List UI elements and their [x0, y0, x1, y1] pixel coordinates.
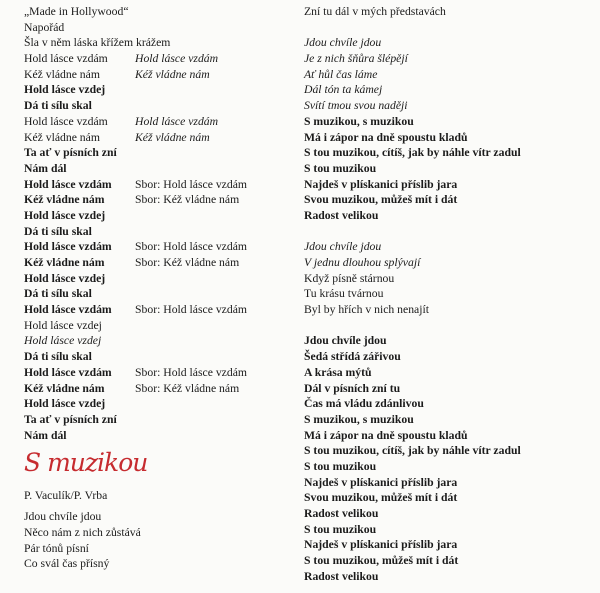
lyric-text: Jdou chvíle jdou [304, 240, 382, 254]
lyric-line [304, 490, 596, 506]
lyric-text: Ta ať v písních zní [24, 146, 117, 160]
chorus-text: Sbor: Kéž vládne nám [135, 381, 240, 395]
lyric-line [24, 51, 300, 67]
lyric-text: Hold lásce vzdám [24, 365, 112, 379]
lyric-line [24, 4, 300, 20]
lyric-line [24, 20, 300, 36]
lyric-text: Něco nám z nich zůstává [24, 525, 141, 539]
lyrics-block-s-muzikou [24, 509, 300, 572]
lyric-text: „Made in Hollywood“ [24, 5, 129, 18]
lyric-line [304, 51, 596, 67]
lyric-text: Tu krásu tvárnou [304, 287, 384, 301]
stanza-gap [304, 20, 596, 36]
lyric-text: Hold lásce vzdej [24, 83, 106, 97]
left-lyrics-column [24, 4, 300, 572]
lyric-line [304, 459, 596, 475]
lyric-line [304, 365, 596, 381]
lyric-line [304, 161, 596, 177]
lyric-line [304, 82, 596, 98]
chorus-text: Sbor: Kéž vládne nám [135, 193, 240, 207]
lyric-text: Hold lásce vzdám [24, 52, 108, 66]
lyric-line [304, 302, 596, 318]
right-lyrics-column [304, 4, 596, 584]
lyric-line [24, 509, 300, 525]
lyric-text: Radost velikou [304, 569, 379, 583]
lyric-text: Dá ti sílu skal [24, 99, 92, 113]
song-credit: P. Vaculík/P. Vrba [24, 489, 108, 503]
lyric-text: Jdou chvíle jdou [304, 36, 382, 50]
lyric-text: V jednu dlouhou splývají [304, 256, 421, 269]
chorus-text: Sbor: Hold lásce vzdám [135, 177, 247, 191]
lyric-line [24, 145, 300, 161]
lyric-text: A krása mýtů [304, 365, 372, 379]
lyric-line [304, 130, 596, 146]
lyric-text: Hold lásce vzdej [24, 271, 106, 285]
lyric-text: Nám dál [24, 428, 67, 442]
lyric-line [24, 302, 300, 318]
lyric-text: Dá ti sílu skal [24, 350, 92, 364]
chorus-text: Sbor: Kéž vládne nám [135, 256, 240, 269]
lyric-line [24, 365, 300, 381]
lyric-text: Byl by hřích v nich nenajít [304, 303, 429, 317]
song-title [24, 445, 300, 481]
lyric-text: Hold lásce vzdám [24, 114, 108, 128]
lyric-text: S muzikou, s muzikou [304, 412, 414, 426]
lyric-line [304, 349, 596, 365]
lyric-text: Dál v písních zní tu [304, 381, 401, 395]
lyric-line [304, 506, 596, 522]
lyric-text: Svou muzikou, můžeš mít i dát [304, 193, 458, 207]
lyric-line [24, 556, 300, 572]
lyric-text: Má i zápor na dně spoustu kladů [304, 428, 468, 442]
lyric-text: Hold lásce vzdám [24, 303, 112, 317]
lyric-line [304, 98, 596, 114]
lyric-text: S tou muzikou [304, 459, 377, 473]
lyric-line [304, 412, 596, 428]
lyric-line [24, 541, 300, 557]
lyric-line [24, 333, 300, 349]
lyric-text: Hold lásce vzdej [24, 318, 102, 332]
lyric-text: Svítí tmou svou naději [304, 99, 408, 113]
lyric-line [24, 396, 300, 412]
lyric-text: S tou muzikou, cítíš, jak by náhle vítr zadul [304, 444, 521, 458]
lyric-text: S tou muzikou [304, 161, 377, 175]
chorus-text: Sbor: Hold lásce vzdám [135, 303, 247, 317]
lyric-text: Šla v něm láska křížem krážem [24, 36, 171, 50]
lyric-line [304, 553, 596, 569]
lyric-text: Pár tónů písní [24, 541, 89, 555]
lyric-text: Dá ti sílu skal [24, 224, 92, 238]
lyric-line [24, 177, 300, 193]
lyric-line [304, 475, 596, 491]
lyric-text: Kéž vládne nám [24, 130, 100, 144]
lyric-line [24, 318, 300, 334]
lyric-text: S tou muzikou [304, 522, 377, 536]
lyric-line [24, 35, 300, 51]
lyric-text: Najdeš v plískanici příslib jara [304, 475, 458, 489]
lyric-text: Když písně stárnou [304, 271, 395, 285]
lyric-text: Jdou chvíle jdou [304, 334, 387, 348]
lyric-line [24, 98, 300, 114]
lyric-line [24, 114, 300, 130]
stanza-gap [304, 318, 596, 334]
lyric-text: Šedá střídá zářivou [304, 350, 401, 364]
lyric-text: Čas má vládu zdánlivou [304, 397, 424, 411]
lyric-text: Radost velikou [304, 507, 379, 520]
lyric-text: Nám dál [24, 161, 67, 175]
lyric-line [24, 208, 300, 224]
chorus-text: Kéž vládne nám [135, 130, 210, 144]
lyric-text: Svou muzikou, můžeš mít i dát [304, 491, 458, 505]
lyric-text: Zní tu dál v mých představách [304, 5, 446, 18]
lyric-line [304, 177, 596, 193]
lyric-text: Dál tón ta kámej [304, 83, 383, 97]
lyric-text: S tou muzikou, můžeš mít i dát [304, 554, 459, 568]
lyrics-block-hollywood [24, 4, 300, 443]
lyric-line [24, 349, 300, 365]
lyric-line [304, 255, 596, 271]
lyric-line [24, 239, 300, 255]
lyric-line [24, 82, 300, 98]
lyric-line [304, 381, 596, 397]
lyric-text: Ať hůl čas láme [304, 67, 378, 81]
lyric-text: Kéž vládne nám [24, 256, 105, 269]
lyric-line [304, 192, 596, 208]
lyric-line [304, 239, 596, 255]
chorus-text: Sbor: Hold lásce vzdám [135, 365, 247, 379]
lyric-text: Jdou chvíle jdou [24, 510, 102, 524]
lyric-text: Hold lásce vzdej [24, 334, 102, 348]
lyric-line [304, 286, 596, 302]
lyric-line [24, 255, 300, 271]
lyric-text: Hold lásce vzdej [24, 397, 106, 411]
lyric-text: Má i zápor na dně spoustu kladů [304, 130, 468, 144]
lyric-text: Najdeš v plískanici příslib jara [304, 538, 458, 552]
chorus-text: Hold lásce vzdám [135, 52, 219, 66]
lyric-line [24, 161, 300, 177]
lyric-line [304, 4, 596, 20]
lyric-line [24, 428, 300, 444]
lyric-line [304, 114, 596, 130]
lyric-line [24, 224, 300, 240]
lyric-line [24, 412, 300, 428]
lyric-line [304, 67, 596, 83]
lyric-line [304, 443, 596, 459]
lyric-text: Radost velikou [304, 208, 379, 222]
lyric-line [24, 130, 300, 146]
lyric-text: Kéž vládne nám [24, 193, 105, 207]
lyric-text: Kéž vládne nám [24, 381, 105, 395]
stanza-gap [304, 224, 596, 240]
lyric-line [304, 145, 596, 161]
lyric-text: Ta ať v písních zní [24, 412, 117, 426]
lyrics-block-continued [304, 4, 596, 584]
lyric-text: Hold lásce vzdám [24, 240, 112, 254]
lyric-text: S tou muzikou, cítíš, jak by náhle vítr zadul [304, 146, 521, 160]
lyric-line [24, 271, 300, 287]
lyric-text: Kéž vládne nám [24, 67, 100, 81]
lyric-line [304, 396, 596, 412]
lyric-text: Napořád [24, 20, 65, 34]
lyric-text: S muzikou, s muzikou [304, 114, 414, 128]
lyric-text: Najdeš v plískanici příslib jara [304, 177, 458, 191]
lyric-line [304, 522, 596, 538]
lyric-text: Hold lásce vzdám [24, 177, 112, 191]
lyric-line [24, 525, 300, 541]
lyric-line [304, 428, 596, 444]
lyric-line [304, 35, 596, 51]
lyric-line [304, 569, 596, 585]
lyric-line [304, 271, 596, 287]
lyric-line [24, 381, 300, 397]
lyric-line [24, 286, 300, 302]
lyric-line [24, 67, 300, 83]
lyric-text: Dá ti sílu skal [24, 287, 92, 301]
lyric-line [304, 208, 596, 224]
chorus-text: Hold lásce vzdám [135, 114, 219, 128]
lyric-text: Hold lásce vzdej [24, 208, 106, 222]
lyric-line [24, 192, 300, 208]
song-title-text: S muzikou [24, 448, 148, 478]
lyric-line [304, 333, 596, 349]
lyric-text: Je z nich šňůra šlépějí [304, 52, 408, 66]
lyric-line [304, 537, 596, 553]
chorus-text: Kéž vládne nám [135, 67, 210, 81]
chorus-text: Sbor: Hold lásce vzdám [135, 240, 247, 254]
lyric-text: Co svál čas přísný [24, 557, 110, 571]
